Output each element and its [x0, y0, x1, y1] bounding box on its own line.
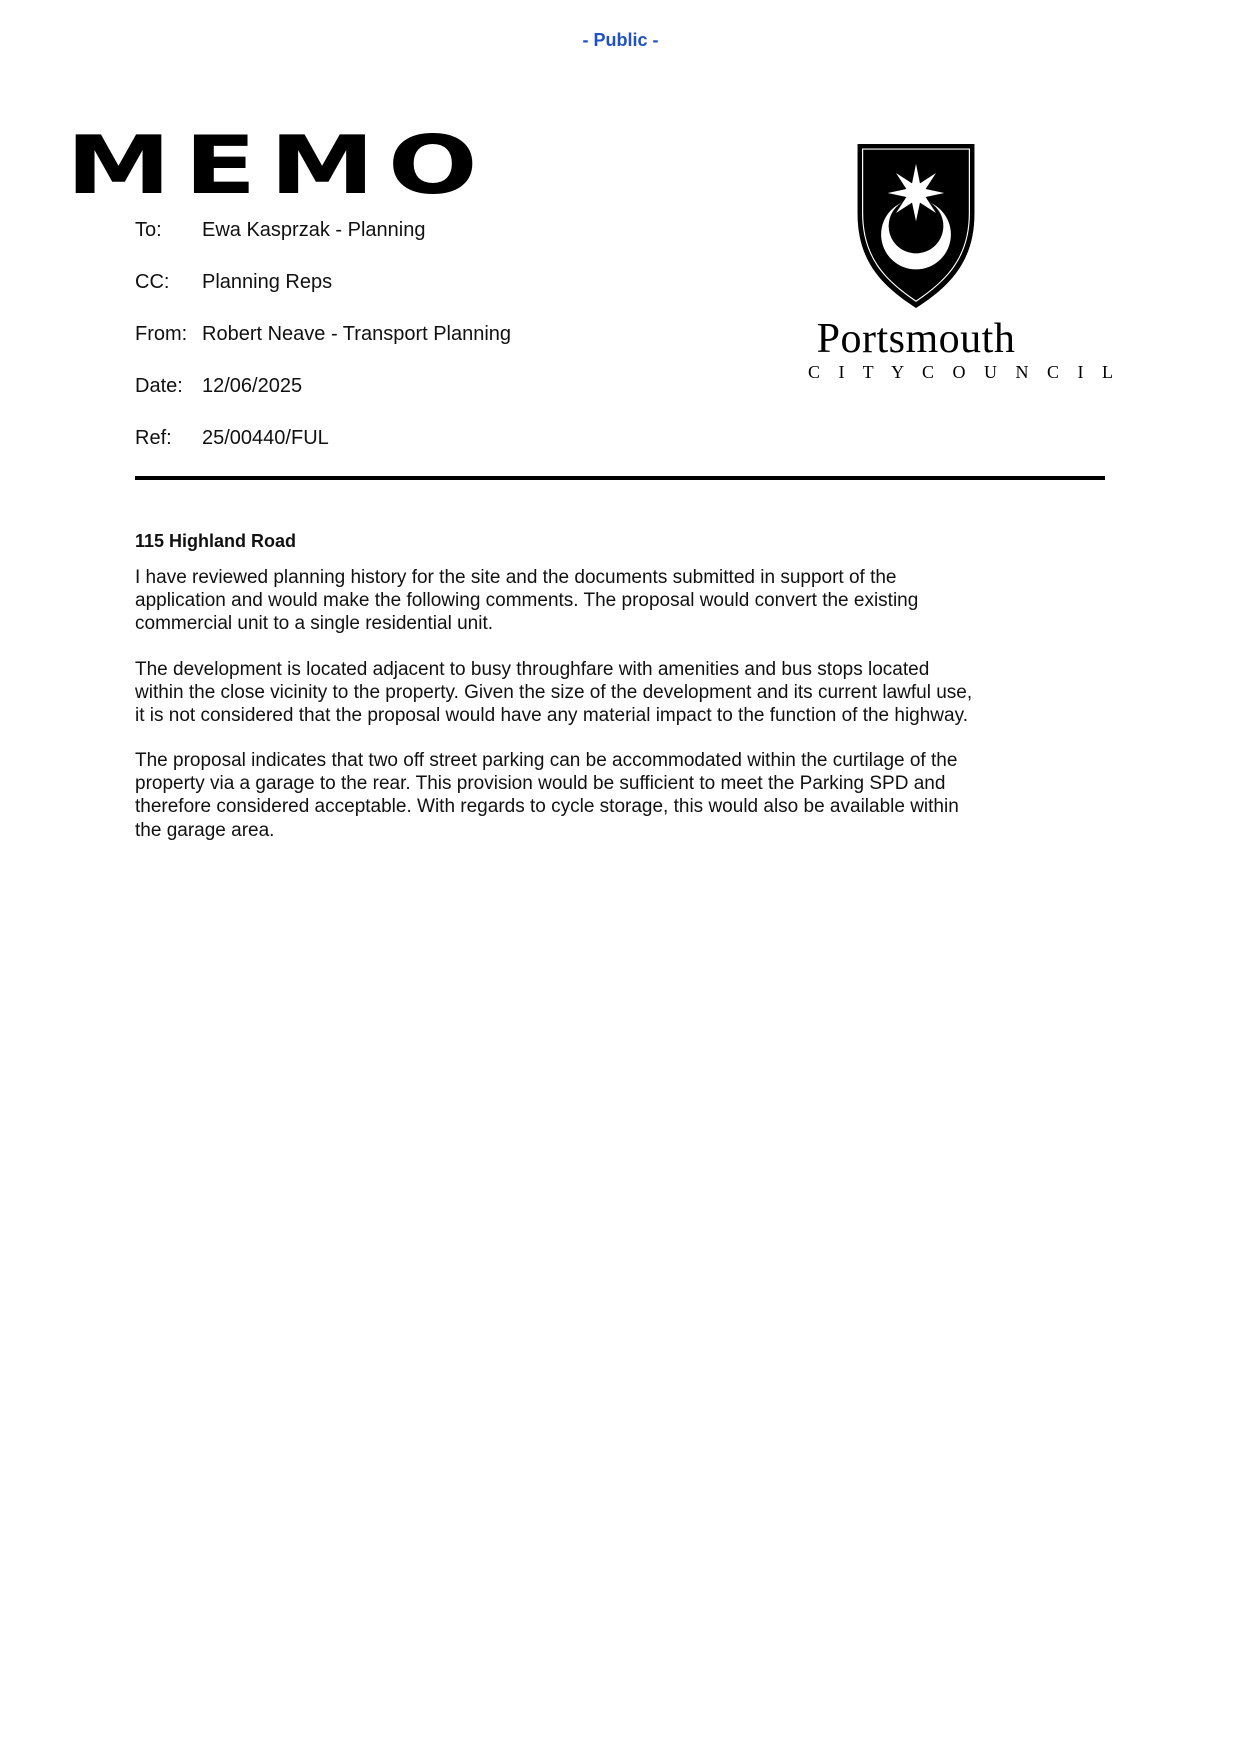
- memo-field-to: [135, 216, 511, 244]
- field-label: Ref:: [135, 427, 172, 449]
- field-value: 25/00440/FUL: [202, 427, 329, 449]
- memo-field-from: [135, 320, 511, 348]
- memo-paragraph: The proposal indicates that two off street parking can be accommodated within the curtilage of the property via a garage to the rear. This provision would be sufficient to meet the Parking SPD and therefore considered acceptable. With regards to cycle storage, this would also be available within the garage area.: [135, 750, 959, 841]
- classification-banner: - Public -: [582, 30, 659, 50]
- memo-body: [135, 531, 975, 864]
- memo-fields: [135, 216, 511, 476]
- field-value: Robert Neave - Transport Planning: [202, 323, 512, 345]
- org-name: Portsmouth: [816, 316, 1016, 362]
- field-value: Planning Reps: [202, 271, 333, 293]
- field-value: Ewa Kasprzak - Planning: [202, 219, 426, 241]
- field-label: CC:: [135, 271, 170, 293]
- field-label: From:: [135, 323, 188, 345]
- field-value: 12/06/2025: [202, 375, 303, 397]
- portsmouth-shield-icon: [850, 138, 982, 314]
- header-divider-rule: [135, 476, 1105, 480]
- memo-paragraph: The development is located adjacent to busy throughfare with amenities and bus stops located within the close vicinity to the property. Given the size of the development and its current lawful use, it is not considered that the proposal would have any material impact to the function of the highway.: [135, 658, 973, 726]
- org-subtitle: C I T Y C O U N C I L: [808, 362, 1121, 382]
- memo-paragraph: I have reviewed planning history for the site and the documents submitted in support of the application and would make the following comments. The proposal would convert the existing commercial unit to a single residential unit.: [135, 567, 919, 635]
- field-label: To:: [135, 219, 162, 241]
- memo-field-date: [135, 372, 511, 400]
- council-logo: [808, 138, 1121, 383]
- memo-field-cc: [135, 268, 511, 296]
- memo-title: MEMO: [66, 119, 491, 212]
- field-label: Date:: [135, 375, 183, 397]
- body-heading: 115 Highland Road: [135, 531, 297, 551]
- memo-field-ref: [135, 424, 511, 452]
